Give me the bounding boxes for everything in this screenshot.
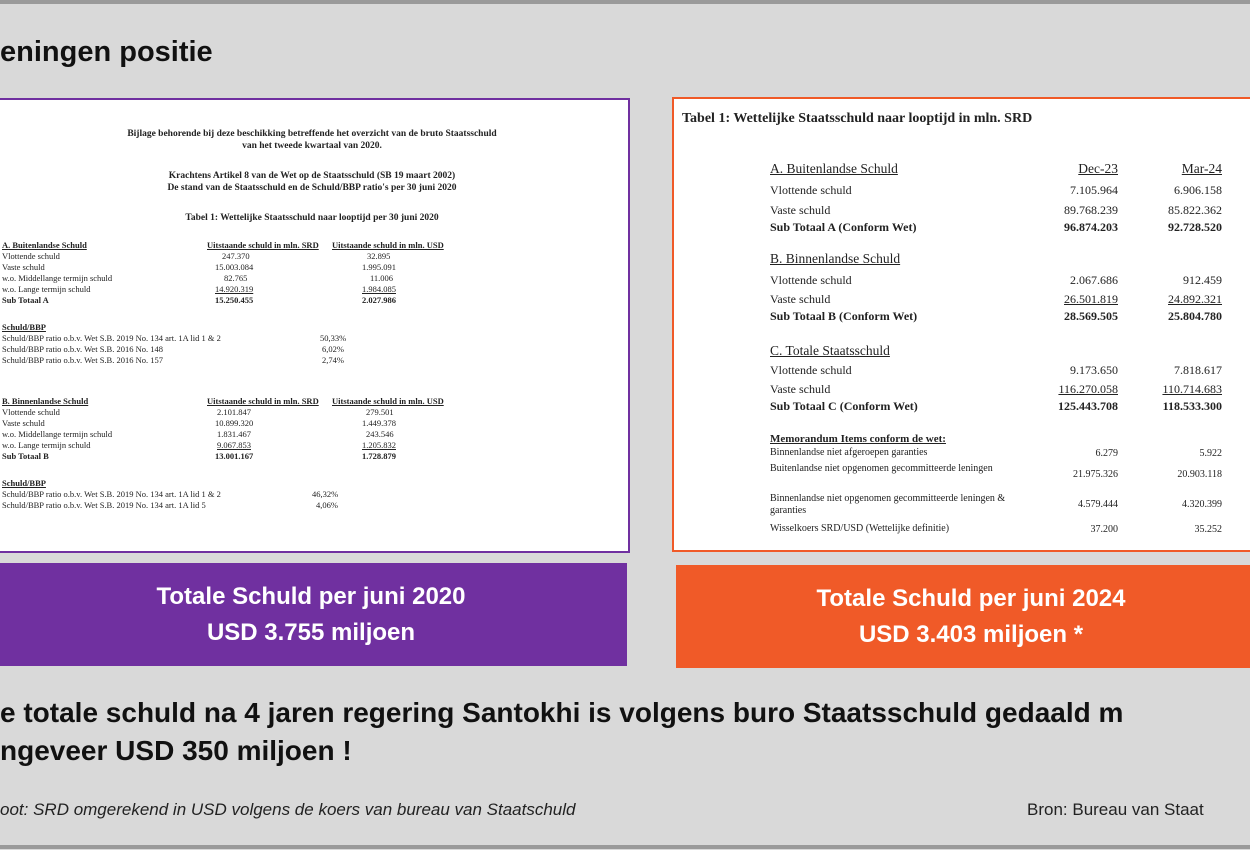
- section-b-header: B. Binnenlandse Schuld: [770, 251, 901, 266]
- top-border: [0, 0, 1250, 4]
- total-2024-value: USD 3.403 miljoen *: [858, 621, 1084, 648]
- conclusion-line-2: ngeveer USD 350 miljoen !: [0, 735, 352, 766]
- table-row: Vaste schuld 116.270.058 110.714.683: [770, 382, 1222, 396]
- table-row: Vaste schuld 26.501.819 24.892.321: [770, 292, 1222, 306]
- table-row: Buitenlandse niet opgenomen gecommitteerde leningen 21.975.326 20.903.118: [770, 463, 1222, 480]
- conclusion-text: [0, 694, 1123, 770]
- doc-header-line-4: De stand van de Staatsschuld en de Schuld/BBP ratio's per 30 juni 2020: [167, 183, 457, 193]
- total-2024-box: [676, 565, 1250, 668]
- table-row-subtotal: Sub Totaal C (Conform Wet) 125.443.708 118.533.300: [770, 399, 1222, 413]
- doc-header-line-1: Bijlage behorende bij deze beschikking betreffende het overzicht van de bruto Staatsschuld: [127, 129, 497, 139]
- doc-header-line-2: van het tweede kwartaal van 2020.: [242, 141, 382, 151]
- table-row: Vlottende schuld 9.173.650 7.818.617: [770, 363, 1222, 377]
- bottom-border: [0, 845, 1250, 849]
- conclusion-line-1: e totale schuld na 4 jaren regering Santokhi is volgens buro Staatsschuld gedaald m: [0, 697, 1124, 728]
- total-2024-label: Totale Schuld per juni 2024: [816, 585, 1126, 612]
- table-row: Vaste schuld 89.768.239 85.822.362: [770, 203, 1222, 217]
- slide-title: eningen positie: [0, 36, 213, 68]
- table-row: Binnenlandse niet afgeroepen garanties 6.279 5.922: [770, 447, 1222, 459]
- memo-header: Memorandum Items conform de wet:: [770, 433, 946, 445]
- source-credit: Bron: Bureau van Staat: [1027, 800, 1204, 819]
- total-2020-box: [0, 563, 627, 666]
- doc-table-title: Tabel 1: Wettelijke Staatsschuld naar looptijd in mln. SRD: [682, 111, 1033, 126]
- footnote: oot: SRD omgerekend in USD volgens de koers van bureau van Staatschuld: [0, 800, 576, 819]
- doc-header-line-3: Krachtens Artikel 8 van de Wet op de Staatsschuld (SB 19 maart 2002): [168, 171, 456, 181]
- section-c-header: C. Totale Staatsschuld: [770, 343, 890, 358]
- doc-table-title: Tabel 1: Wettelijke Staatsschuld naar looptijd per 30 juni 2020: [185, 213, 439, 223]
- document-2024: [672, 97, 1250, 552]
- table-row-subtotal: Sub Totaal B (Conform Wet) 28.569.505 25.804.780: [770, 309, 1222, 323]
- total-2020-value: USD 3.755 miljoen: [206, 619, 416, 646]
- total-2020-label: Totale Schuld per juni 2020: [156, 583, 466, 610]
- document-2020: Bijlage behorende bij deze beschikking betreffende het overzicht van de bruto Staatsschuld van het tweede kwartaal van 2020. Krachtens Artikel 8 van de Wet op de Staatsschuld (SB 19 maart 2002) De stand van de Staatsschuld en de Schuld/BBP ratio's per 30 juni 2020 Tabel 1: Wettelijke Staatsschuld naar looptijd per 30 juni 2020 A. Buitenlandse Schuld Uitstaande schuld in mln. SRD Uitstaande schuld in mln. USD Vlottende schuld 247.370 32.895 Vaste schuld 15.003.084 1.995.091 w.o. Middellange termijn schuld 82.765 11.006 w.o. Lange termijn schuld 14.920.319 1.984.085 Sub Totaal A 15.250.455 2.027.986 Schuld/BBP Schuld/BBP ratio o.b.v. Wet S.B. 2019 No. 134 art. 1A lid 1 & 2 50,33% Schuld/BBP ratio o.b.v. Wet S.B. 2016 No. 148 6,02% Schuld/BBP ratio o.b.v. Wet S.B. 2016 No. 157 2,74% B. Binnenlandse Schuld Uitstaande schuld in mln. SRD Uitstaande schuld in mln. USD Vlottende schuld 2.101.847 279.501 Vaste schuld 10.899.320 1.449.378 w.o. Middellange termijn schuld 1.831.467 243.546 w.o. Lange termijn schuld 9.067.853 1.205.832 Sub Totaal B 13.001.167 1.728.879 Schuld/BBP Schuld/BBP ratio o.b.v. Wet S.B. 2019 No. 134 art. 1A lid 1 & 2 46,32% Schuld/BBP ratio o.b.v. Wet S.B. 2019 No. 134 art. 1A lid 5 4,06%: [0, 98, 630, 553]
- table-row: Binnenlandse niet opgenomen gecommitteerde leningen & garanties 4.579.444 4.320.399: [770, 493, 1222, 516]
- table-row: Vlottende schuld 2.067.686 912.459: [770, 273, 1222, 287]
- table-row: Wisselkoers SRD/USD (Wettelijke definitie) 37.200 35.252: [770, 523, 1222, 535]
- table-row-subtotal: Sub Totaal A (Conform Wet) 96.874.203 92.728.520: [770, 220, 1222, 234]
- table-row: Vlottende schuld 7.105.964 6.906.158: [770, 183, 1222, 197]
- section-a-header: A. Buitenlandse Schuld Dec-23 Mar-24: [770, 161, 1222, 176]
